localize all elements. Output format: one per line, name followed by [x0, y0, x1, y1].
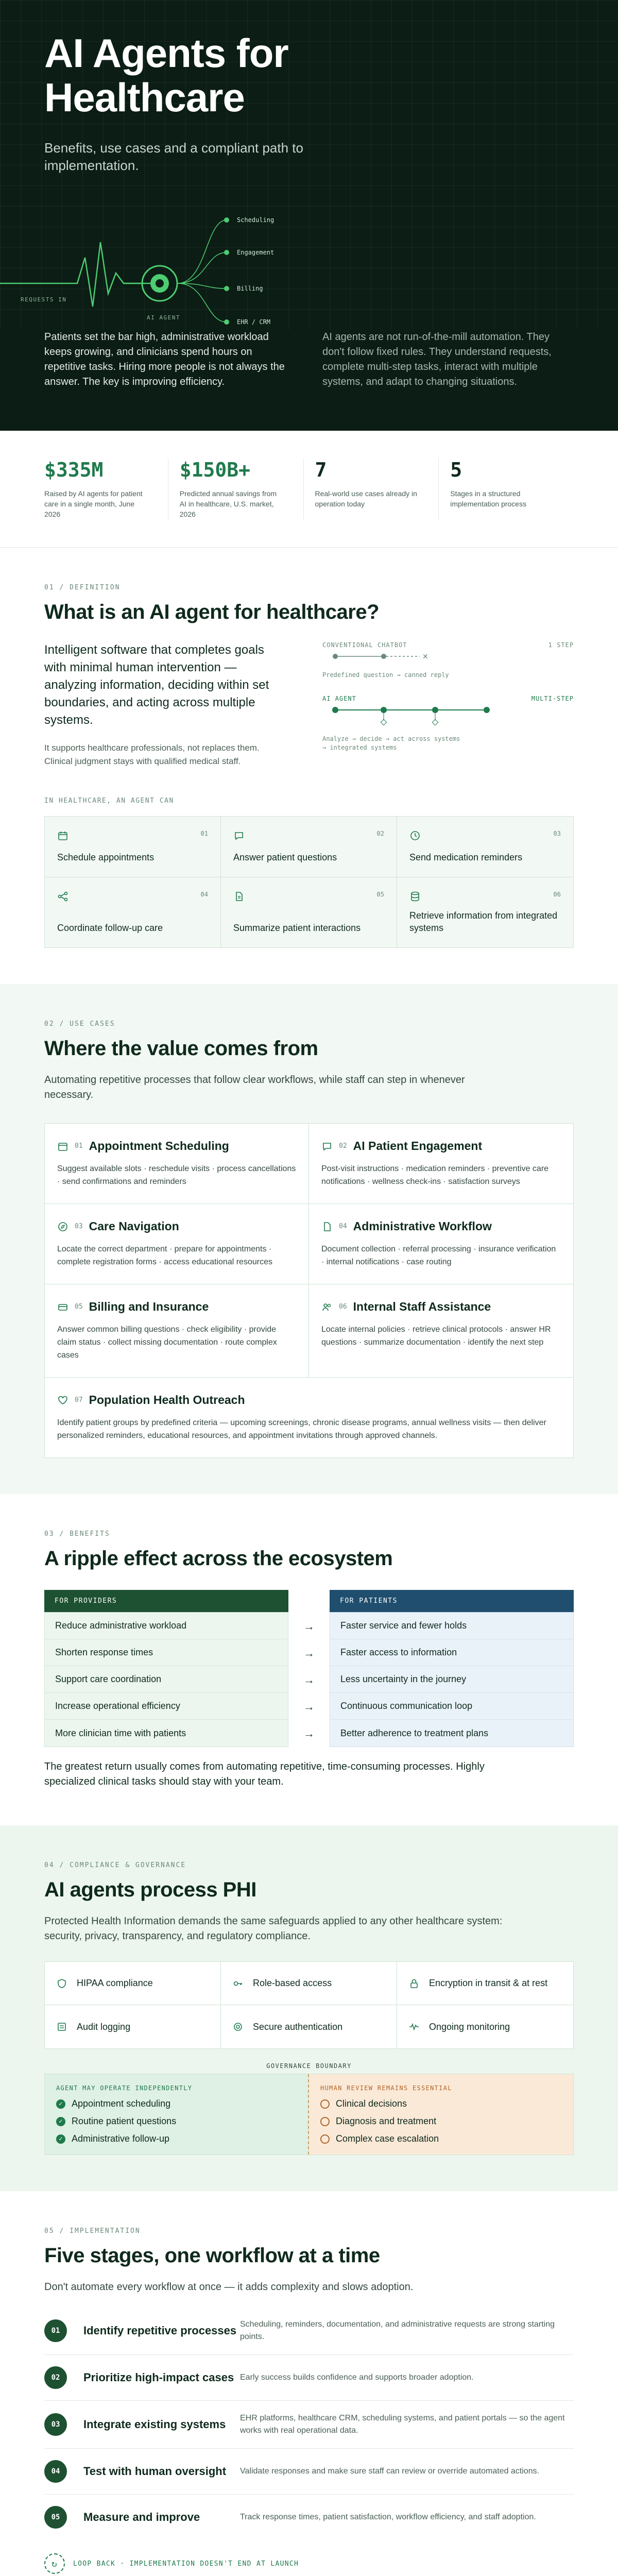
arrow-right-icon: → [303, 1673, 315, 1686]
hero [0, 0, 618, 330]
independent-item: ✓ Appointment scheduling [56, 2098, 297, 2109]
chatbot-vs-agent [322, 641, 574, 768]
use-case-card: 07 Population Health Outreach Identify patient groups by predefined criteria — upcoming screenings, chronic disease programs, annual wellness visits — then deliver personalized reminders, educational resources, and appointment invitations through approved channels. [45, 1378, 573, 1458]
independent-panel: AGENT MAY OPERATE INDEPENDENTLY ✓ Appointment scheduling ✓ Routine patient questions ✓ Administrative follow-up [45, 2074, 309, 2155]
key-icon [232, 1978, 244, 1989]
use-case-title: AI Patient Engagement [353, 1139, 483, 1153]
agent-flow-diagram [0, 196, 618, 330]
section-heading: A ripple effect across the ecosystem [44, 1547, 393, 1570]
patient-benefit: Continuous communication loop [330, 1693, 573, 1720]
share-icon [57, 891, 68, 902]
credit-card-icon [57, 1301, 68, 1313]
patient-benefit: Better adherence to treatment plans [340, 1727, 489, 1738]
capabilities-label: IN HEALTHCARE, AN AGENT CAN [44, 797, 174, 805]
benefits-table [44, 1590, 574, 1747]
stat-value: $150B+ [179, 459, 251, 481]
output-label: Engagement [237, 249, 274, 256]
stage-row [44, 2307, 574, 2355]
human-review-item: Clinical decisions [320, 2098, 562, 2109]
output-dot [224, 217, 229, 223]
stats-row [0, 431, 618, 548]
human-review-panel: HUMAN REVIEW REMAINS ESSENTIAL Clinical decisions Diagnosis and treatment Complex case escalation [309, 2074, 573, 2155]
use-case-desc: Locate internal policies · retrieve clinical protocols · answer HR questions · summarize documentation · identify the next step [321, 1325, 551, 1347]
independent-item: ✓ Routine patient questions [56, 2116, 297, 2127]
hero-intro [0, 330, 618, 431]
compass-icon [57, 1221, 68, 1232]
stage-title: Integrate existing systems [83, 2418, 226, 2431]
control-item: Ongoing monitoring [397, 2005, 573, 2048]
implementation-section [0, 2191, 618, 2576]
section-heading: Where the value comes from [44, 1037, 318, 1060]
capability-card: 03 Send medication reminders [397, 817, 573, 877]
compliance-section [0, 1825, 618, 2191]
agent-note: Analyze → decide → act across systems → integrated systems [322, 735, 460, 751]
stat-label: Predicted annual savings from AI in healthcare, U.S. market, 2026 [179, 489, 277, 518]
control-item: Secure authentication [221, 2005, 397, 2048]
independent-item: ✓ Administrative follow-up [56, 2133, 297, 2144]
stage-desc: Track response times, patient satisfaction, workflow efficiency, and staff adoption. [240, 2513, 536, 2521]
stage-row [44, 2449, 574, 2495]
control-item: Role-based access [221, 1962, 397, 2005]
arrow-right-icon: → [303, 1700, 315, 1713]
benefits-note: The greatest return usually comes from automating repetitive, time-consuming processes. Highly specialized clinical tasks should stay with your team. [44, 1761, 485, 1787]
use-case-card: 04 Administrative Workflow Document collection · referral processing · insurance verification · internal notifications · case routing [309, 1204, 573, 1284]
definition-note: It supports healthcare professionals, not replaces them. Clinical judgment stays with qualified medical staff. [44, 743, 260, 766]
capability-label: Schedule appointments [57, 852, 154, 862]
fingerprint-icon [232, 2021, 244, 2032]
use-case-card: 06 Internal Staff Assistance Locate internal policies · retrieve clinical protocols · answer HR questions · summarize documentation · identify the next step [309, 1284, 573, 1378]
section-heading: AI agents process PHI [44, 1878, 256, 1901]
use-case-title: Internal Staff Assistance [353, 1300, 491, 1313]
definition-text: Intelligent software that completes goals with minimal human intervention — analyzing information, deciding within set boundaries, and acting across multiple systems. [44, 643, 269, 727]
governance-box [44, 2074, 574, 2155]
control-item: Encryption in transit & at rest [397, 1962, 573, 2005]
use-case-card: 05 Billing and Insurance Answer common billing questions · check eligibility · provide claim status · collect missing documentation · route complex cases [45, 1284, 309, 1378]
patients-header: FOR PATIENTS [330, 1590, 574, 1612]
arrow-right-icon: → [303, 1620, 315, 1633]
use-case-title: Population Health Outreach [89, 1393, 245, 1406]
controls-grid [44, 1961, 574, 2049]
use-case-desc: Identify patient groups by predefined criteria — upcoming screenings, chronic disease programs, annual wellness visits — then deliver personalized reminders, educational resources, and appointment invitations through approved channels. [57, 1418, 546, 1440]
stat [168, 459, 303, 519]
output-dot [224, 319, 229, 325]
conv-step: 1 STEP [548, 641, 574, 649]
provider-benefit: More clinician time with patients [55, 1727, 186, 1738]
stage-desc: Validate responses and make sure staff can review or override automated actions. [240, 2467, 540, 2476]
stage-title: Measure and improve [83, 2511, 200, 2523]
stat-label: Stages in a structured implementation process [450, 489, 527, 508]
stage-number: 05 [44, 2506, 67, 2529]
page-title: AI Agents for Healthcare [44, 30, 288, 120]
provider-benefit: Support care coordination [45, 1666, 288, 1693]
stage-number: 04 [44, 2460, 67, 2483]
patient-benefit: Faster access to information [330, 1639, 573, 1666]
control-item: HIPAA compliance [45, 1962, 221, 2005]
chat-icon [321, 1141, 333, 1152]
stage-title: Test with human oversight [83, 2465, 227, 2478]
section-eyebrow: 04 / COMPLIANCE & GOVERNANCE [44, 1861, 186, 1869]
conv-label: CONVENTIONAL CHATBOT [322, 641, 407, 649]
agent-step: MULTI-STEP [531, 695, 574, 702]
arrow-right-icon: → [303, 1727, 315, 1740]
section-eyebrow: 02 / USE CASES [44, 1020, 115, 1028]
provider-benefit: Shorten response times [45, 1639, 288, 1666]
heart-pulse-icon [57, 1395, 68, 1406]
providers-header: FOR PROVIDERS [44, 1590, 288, 1612]
circle-icon [320, 2099, 330, 2109]
intro-left: Patients set the bar high, administrative workload keeps growing, and clinicians spend hours on repetitive tasks. Hiring more people is not always the answer. The key is improving efficiency. [44, 331, 285, 387]
output-label: EHR / CRM [237, 318, 271, 326]
use-cases-section [0, 984, 618, 1494]
benefits-section [0, 1494, 618, 1825]
conv-flow-icon [322, 649, 574, 664]
stage-row [44, 2495, 574, 2540]
section-eyebrow: 03 / BENEFITS [44, 1530, 110, 1538]
chat-icon [233, 830, 245, 841]
capability-card: 04 Coordinate follow-up care [45, 877, 221, 947]
document-icon [233, 891, 245, 902]
hero-subtitle: Benefits, use cases and a compliant path to implementation. [44, 140, 303, 173]
loop-back: ↻ LOOP BACK · IMPLEMENTATION DOESN'T END AT LAUNCH [44, 2553, 574, 2574]
conv-note: Predefined question → canned reply [322, 671, 449, 679]
check-icon: ✓ [56, 2099, 65, 2109]
patient-benefit: Faster service and fewer holds [330, 1613, 573, 1639]
human-review-item: Complex case escalation [320, 2133, 562, 2144]
capability-label: Send medication reminders [409, 852, 523, 862]
users-icon [321, 1301, 333, 1313]
provider-benefit: Reduce administrative workload [45, 1613, 288, 1639]
use-case-title: Care Navigation [89, 1219, 179, 1233]
definition-section [0, 548, 618, 984]
stat [44, 459, 168, 519]
stage-title: Prioritize high-impact cases [83, 2371, 234, 2384]
capability-label: Retrieve information from integrated systems [409, 910, 558, 933]
use-case-title: Administrative Workflow [353, 1219, 492, 1233]
svg-text:✕: ✕ [422, 652, 428, 660]
calendar-icon [57, 830, 68, 841]
patient-benefit: Less uncertainty in the journey [330, 1666, 573, 1693]
stat [303, 459, 439, 519]
section-lead: Protected Health Information demands the same safeguards applied to any other healthcare system: security, privacy, transparency, and regulatory compliance. [44, 1916, 503, 1942]
use-case-desc: Post-visit instructions · medication reminders · preventive care notifications · wellness check-ins · satisfaction surveys [321, 1164, 549, 1186]
stat-value: 7 [315, 459, 327, 481]
agent-label: AI AGENT [322, 695, 356, 702]
agent-flow-icon [322, 702, 574, 728]
capability-card: 01 Schedule appointments [45, 817, 221, 877]
clock-icon [409, 830, 421, 841]
section-lead: Automating repetitive processes that follow clear workflows, while staff can step in whenever necessary. [44, 1074, 465, 1100]
stage-number: 02 [44, 2366, 67, 2389]
use-case-grid [44, 1123, 574, 1458]
governance-boundary-label: GOVERNANCE BOUNDARY [266, 2062, 352, 2070]
use-case-desc: Answer common billing questions · check eligibility · provide claim status · collect missing documentation · route complex cases [57, 1325, 277, 1360]
capability-label: Summarize patient interactions [233, 923, 361, 933]
output-label: Scheduling [237, 216, 274, 224]
human-review-item: Diagnosis and treatment [320, 2116, 562, 2127]
output-dot [224, 250, 229, 255]
document-icon [321, 1221, 333, 1232]
capabilities-grid [44, 816, 574, 948]
stage-desc: Early success builds confidence and supports broader adoption. [240, 2373, 474, 2382]
circle-icon [320, 2134, 330, 2144]
requests-label: REQUESTS IN [21, 296, 67, 303]
use-case-card: 01 Appointment Scheduling Suggest available slots · reschedule visits · process cancellations · send confirmations and reminders [45, 1124, 309, 1204]
section-lead: Don't automate every workflow at once — it adds complexity and slows adoption. [44, 2281, 414, 2293]
arrow-right-icon: → [303, 1647, 315, 1659]
stat [438, 459, 574, 519]
use-case-card: 03 Care Navigation Locate the correct department · prepare for appointments · complete registration forms · access educational resources [45, 1204, 309, 1284]
stage-desc: EHR platforms, healthcare CRM, scheduling systems, and patient portals — so the agent works with real operational data. [240, 2414, 565, 2435]
stat-value: 5 [450, 459, 462, 481]
check-icon: ✓ [56, 2117, 65, 2126]
capability-card: 06 Retrieve information from integrated systems [409, 891, 561, 933]
stat-value: $335M [44, 459, 104, 481]
agent-label: AI AGENT [147, 314, 180, 321]
use-case-card: 02 AI Patient Engagement Post-visit instructions · medication reminders · preventive care notifications · wellness check-ins · satisfaction surveys [309, 1124, 573, 1204]
output-dot [224, 286, 229, 291]
use-case-desc: Document collection · referral processing · insurance verification · internal notifications · case routing [321, 1245, 556, 1266]
stage-number: 03 [44, 2413, 67, 2436]
capability-label: Answer patient questions [233, 852, 337, 862]
section-eyebrow: 05 / IMPLEMENTATION [44, 2227, 141, 2235]
capability-card: 02 Answer patient questions [221, 817, 397, 877]
stage-row [44, 2355, 574, 2401]
use-case-title: Billing and Insurance [89, 1300, 209, 1313]
use-case-desc: Locate the correct department · prepare for appointments · complete registration forms · access educational resources [57, 1245, 272, 1266]
use-case-desc: Suggest available slots · reschedule visits · process cancellations · send confirmations and reminders [57, 1164, 296, 1186]
pulse-icon [408, 2021, 420, 2032]
intro-right: AI agents are not run-of-the-mill automation. They don't follow fixed rules. They understand requests, complete multi-step tasks, interact with multiple systems, and adapt to changing situations. [322, 331, 552, 387]
stat-label: Real-world use cases already in operation today [315, 489, 417, 508]
loop-icon: ↻ [44, 2553, 65, 2574]
stage-row [44, 2401, 574, 2449]
database-icon [409, 891, 421, 902]
stages-list [44, 2307, 574, 2540]
output-connectors [178, 220, 227, 322]
provider-benefit: Increase operational efficiency [45, 1693, 288, 1720]
lock-icon [408, 1978, 420, 1989]
stage-number: 01 [44, 2319, 67, 2342]
capability-card: 05 Summarize patient interactions [221, 877, 397, 947]
capability-label: Coordinate follow-up care [57, 923, 163, 933]
control-item: Audit logging [45, 2005, 221, 2048]
use-case-title: Appointment Scheduling [89, 1139, 229, 1153]
section-eyebrow: 01 / DEFINITION [44, 584, 121, 591]
calendar-icon [57, 1141, 68, 1152]
section-heading: What is an AI agent for healthcare? [44, 601, 380, 623]
list-icon [56, 2021, 67, 2032]
check-icon: ✓ [56, 2134, 65, 2144]
output-label: Billing [237, 285, 263, 292]
circle-icon [320, 2117, 330, 2126]
stage-title: Identify repetitive processes [83, 2324, 237, 2337]
section-heading: Five stages, one workflow at a time [44, 2244, 380, 2267]
stat-label: Raised by AI agents for patient care in a single month, June 2026 [44, 489, 143, 518]
shield-icon [56, 1978, 67, 1989]
stage-desc: Scheduling, reminders, documentation, and administrative requests are strong starting points. [240, 2320, 555, 2341]
